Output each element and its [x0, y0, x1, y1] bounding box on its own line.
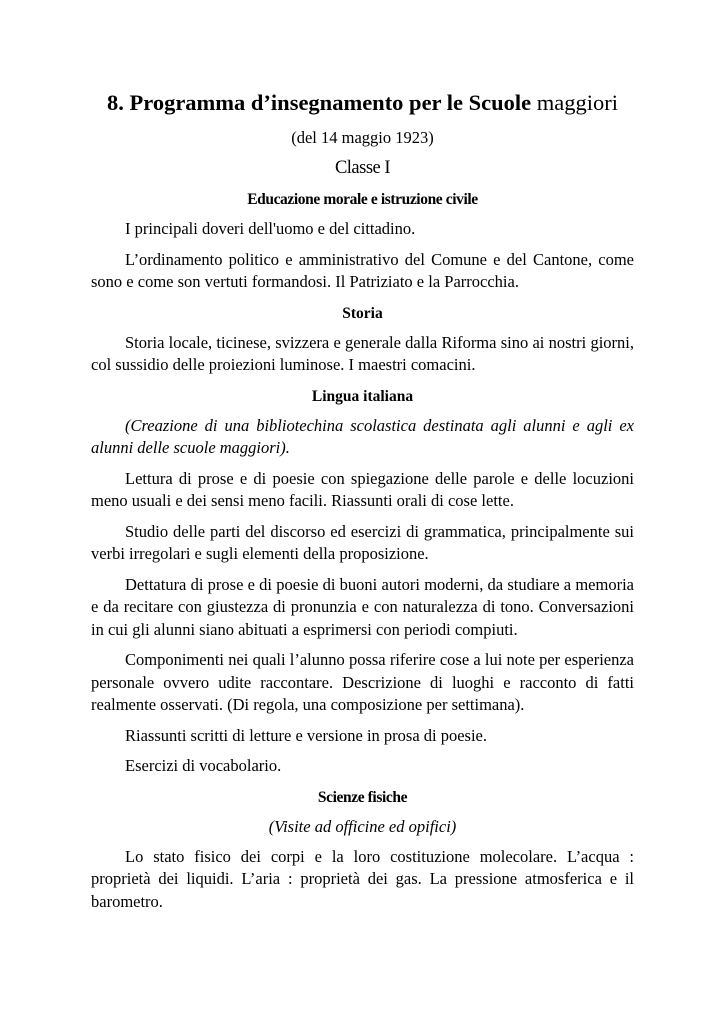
paragraph: L’ordinamento politico e amministrativo del Comune e del Cantone, come sono e come son vertuti formandosi. Il Patriziato e la Parrocchia.	[91, 249, 634, 291]
paragraph: Riassunti scritti di letture e versione in prosa di poesie.	[125, 725, 488, 745]
paragraph: Lo stato fisico dei corpi e la loro costituzione molecolare. L’acqua : proprietà dei liquidi. L’aria : proprietà dei gas. La pressione atmosferica e il barometro.	[91, 846, 634, 911]
title-bold-part: 8. Programma d’insegnamento per le Scuole	[107, 90, 532, 115]
class-heading: Classe I	[334, 158, 391, 178]
section-heading-lingua-italiana: Lingua italiana	[311, 387, 414, 405]
section-heading-scienze-fisiche: Scienze fisiche	[317, 788, 408, 806]
section-subheading: (Visite ad officine ed opifici)	[268, 816, 457, 836]
paragraph: Studio delle parti del discorso ed esercizi di grammatica, principalmente sui verbi irregolari e sugli elementi della proposizione.	[91, 521, 634, 563]
italic-note: (Creazione di una bibliotechina scolastica destinata agli alunni e agli ex alunni delle scuole maggiori).	[91, 415, 634, 457]
title-regular-part: maggiori	[531, 90, 618, 115]
paragraph: Esercizi di vocabolario.	[125, 756, 282, 775]
document-date: (del 14 maggio 1923)	[291, 128, 434, 147]
paragraph: Storia locale, ticinese, svizzera e generale dalla Riforma sino ai nostri giorni, col sussidio delle proiezioni luminose. I maestri comacini.	[91, 332, 634, 374]
section-heading-storia: Storia	[342, 304, 383, 322]
paragraph: I principali doveri dell'uomo e del cittadino.	[125, 219, 416, 238]
page-title	[91, 88, 634, 118]
section-heading-educazione: Educazione morale e istruzione civile	[247, 191, 478, 208]
paragraph: Lettura di prose e di poesie con spiegazione delle parole e delle locuzioni meno usuali e dei sensi meno facili. Riassunti orali di cose lette.	[91, 468, 634, 510]
paragraph: Dettatura di prose e di poesie di buoni autori moderni, da studiare a memoria e da recitare con giustezza di pronunzia e con naturalezza di tono. Conversazioni in cui gli alunni siano abituati a esprimersi con periodi compiuti.	[91, 574, 634, 639]
paragraph: Componimenti nei quali l’alunno possa riferire cose a lui note per esperienza personale ovvero udite raccontare. Descrizione di luoghi e racconto di fatti realmente osservati. (Di regola, una composizione per settimana).	[91, 650, 634, 714]
